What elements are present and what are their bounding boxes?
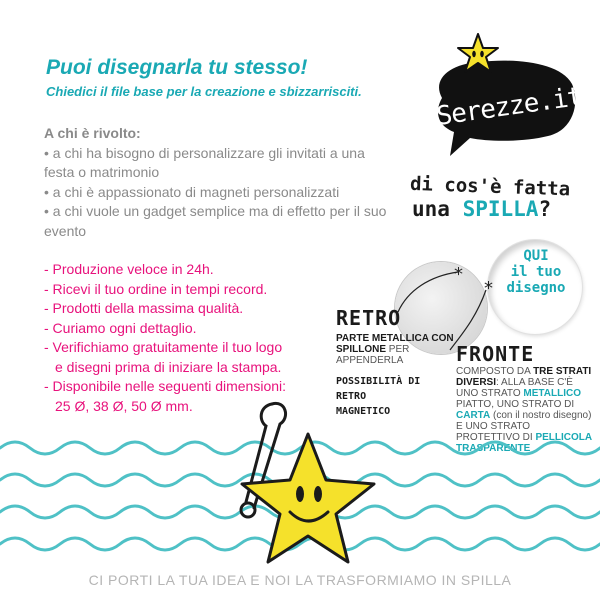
asterisk-icon: * [454, 264, 463, 285]
target-title: A chi è rivolto: [44, 125, 141, 141]
retro-description [336, 333, 456, 366]
feature-line: - Disponibile nelle seguenti dimensioni: [44, 378, 287, 394]
list-item: • a chi vuole un gadget semplice ma di effetto per il suo evento [44, 203, 387, 239]
button-text-line: disegno [506, 280, 566, 296]
fronte-text-highlight: PELLICOLA TRASPARENTE [456, 432, 592, 454]
fronte-title: FRONTE [456, 342, 535, 366]
fronte-text: PIATTO, UNO STRATO DI [456, 399, 575, 410]
question-suffix: ? [538, 197, 552, 221]
footer-slogan: CI PORTI LA TUA IDEA E NOI LA TRASFORMIAMO IN SPILLA [88, 572, 512, 588]
fronte-text-highlight: CARTA [456, 410, 491, 421]
question-highlight: SPILLA [462, 197, 539, 221]
asterisk-icon: * [484, 278, 493, 299]
fronte-text: : ALLA BASE C'È UNO STRATO [456, 377, 573, 399]
subheadline: Chiedici il file base per la creazione e sbizzarrisciti. [46, 84, 362, 99]
star-mascot-icon [230, 428, 380, 578]
retro-title: RETRO [336, 306, 402, 330]
list-item: • a chi ha bisogno di personalizzare gli invitati a una festa o matrimonio [44, 144, 365, 180]
feature-line: - Verifichiamo gratuitamente il tuo logo [44, 339, 283, 355]
button-text-line: il tuo [510, 264, 562, 280]
fronte-text-highlight: METALLICO [523, 388, 582, 399]
question-prefix: una [412, 197, 463, 221]
fronte-text: (con il nostro disegno) E UNO STRATO PROTETTIVO DI [456, 410, 592, 443]
logo-text: Serezze.it [434, 81, 584, 132]
retro-desc-rest: PER APPENDERLA [336, 344, 410, 366]
retro-desc-bold: PARTE METALLICA CON SPILLONE [336, 333, 454, 355]
list-item: • a chi è appassionato di magneti personalizzati [44, 183, 340, 200]
fronte-text: COMPOSTO DA [456, 366, 534, 377]
headline: Puoi disegnarla tu stesso! [46, 56, 308, 79]
button-text-line: QUI [523, 248, 549, 264]
fronte-text-bold: TRE STRATI DIVERSI [456, 366, 592, 388]
feature-line: e disegni prima di iniziare la stampa. [55, 358, 282, 375]
feature-line: - Produzione veloce in 24h. [44, 261, 214, 277]
feature-line: - Curiamo ogni dettaglio. [44, 319, 197, 336]
feature-line: - Ricevi il tuo ordine in tempi record. [44, 280, 268, 297]
question-line-1: di cos'è fatta [409, 172, 571, 201]
feature-line: - Prodotti della massima qualità. [44, 300, 244, 316]
feature-line: 25 Ø, 38 Ø, 50 Ø mm. [55, 397, 193, 414]
retro-magnet-note: POSSIBILITÀ DI RETRO MAGNETICO [336, 376, 421, 417]
